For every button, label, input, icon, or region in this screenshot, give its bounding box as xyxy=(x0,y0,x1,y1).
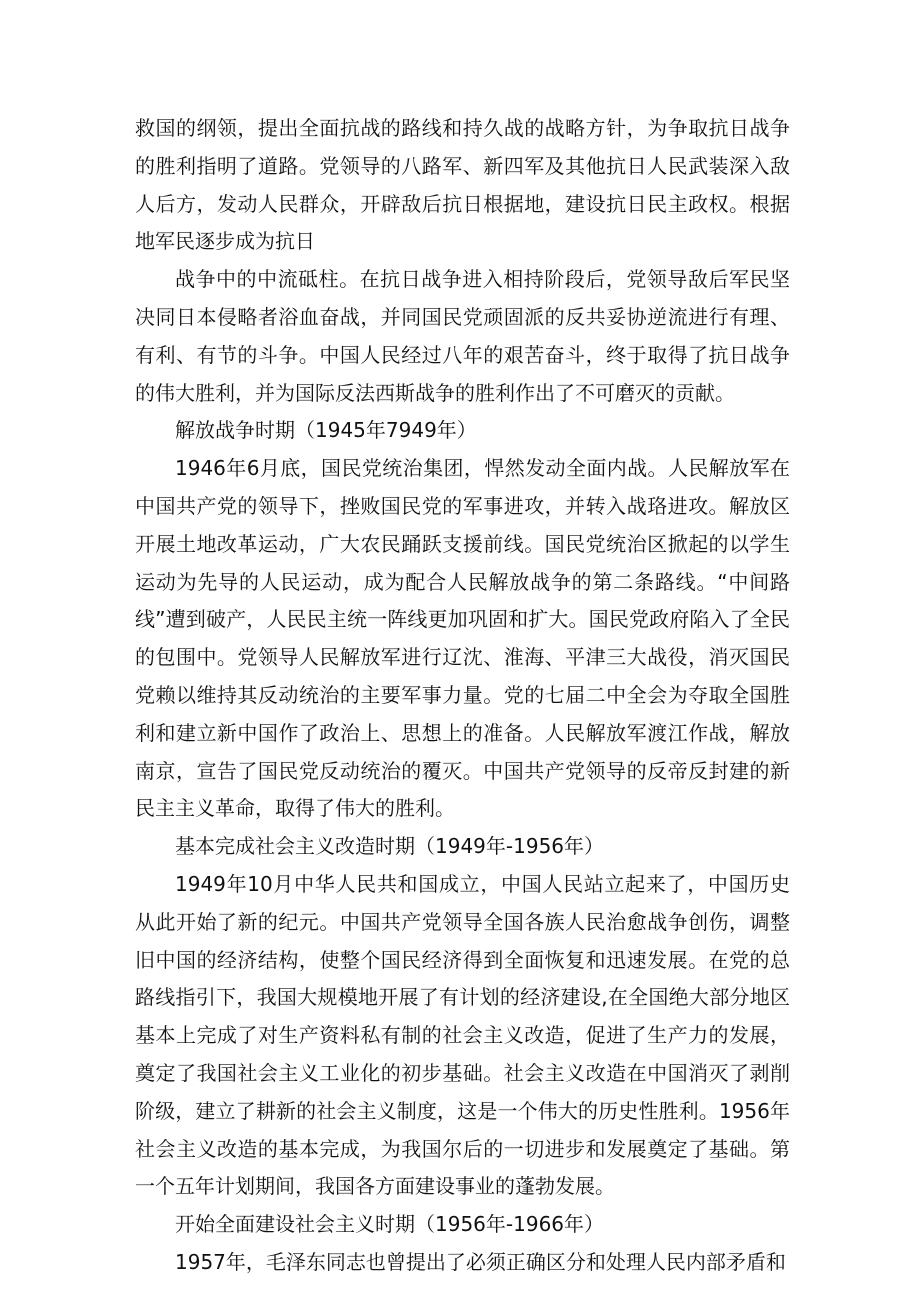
document-body xyxy=(135,110,790,1282)
section-heading-socialist-construction: 开始全面建设社会主义时期（1956年-1966年） xyxy=(175,1212,605,1237)
section-heading-liberation-war: 解放战争时期（1945年7949年） xyxy=(175,418,477,443)
paragraph-liberation-war: 1946年6月底，国民党统治集团，悍然发动全面内战。人民解放军在中国共产党的领导下，挫败国民党的军事进攻，并转入战珞进攻。解放区开展土地改革运动，广大农民踊跃支援前线。国民党统治区掀起的以学生运动为先导的人民运动，成为配合人民解放战争的第二条路线。“中间路线”遭到破产，人民民主统一阵线更加巩固和扩大。国民党政府陷入了全民的包围中。党领导人民解放军进行辽沈、淮海、平津三大战役，消灭国民党赖以维持其反动统治的主要军事力量。党的七届二中全会为夺取全国胜利和建立新中国作了政治上、思想上的准备。人民解放军渡江作战，解放南京，宣告了国民党反动统治的覆灭。中国共产党领导的反帝反封建的新民主主义革命，取得了伟大的胜利。 xyxy=(135,456,790,821)
paragraph-mainstay: 战争中的中流砥柱。在抗日战争进入相持阶段后，党领导敌后军民坚决同日本侵略者浴血奋战，并同国民党顽固派的反共妥协逆流进行有理、有利、有节的斗争。中国人民经过八年的艰苦奋斗，终于取得了抗日战争的伟大胜利，并为国际反法西斯战争的胜利作出了不可磨灭的贡献。 xyxy=(135,267,790,405)
paragraph-socialist-construction: 1957年，毛泽东同志也曾提出了必须正确区分和处理人民内部矛盾和 xyxy=(175,1249,786,1274)
paragraph-anti-japanese-program: 救国的纲领，提出全面抗战的路线和持久战的战略方针，为争取抗日战争的胜利指明了道路。党领导的八路军、新四军及其他抗日人民武装深入敌人后方，发动人民群众，开辟敌后抗日根据地，建设抗日民主政权。根据地军民逐步成为抗日 xyxy=(135,116,790,254)
section-heading-socialist-transformation: 基本完成社会主义改造时期（1949年-1956年） xyxy=(175,834,605,859)
paragraph-socialist-transformation: 1949年10月中华人民共和国成立，中国人民站立起来了，中国历史从此开始了新的纪元。中国共产党领导全国各族人民治愈战争创伤，调整旧中国的经济结构，使整个国民经济得到全面恢复和迅速发展。在党的总路线指引下，我国大规模地开展了有计划的经济建设,在全国绝大部分地区基本上完成了对生产资料私有制的社会主义改造，促进了生产力的发展，奠定了我国社会主义工业化的初步基础。社会主义改造在中国消灭了剥削阶级，建立了耕新的社会主义制度，这是一个伟大的历史性胜利。1956年社会主义改造的基本完成，为我国尔后的一切进步和发展奠定了基础。第一个五年计划期间，我国各方面建设事业的蓬勃发展。 xyxy=(135,871,790,1199)
